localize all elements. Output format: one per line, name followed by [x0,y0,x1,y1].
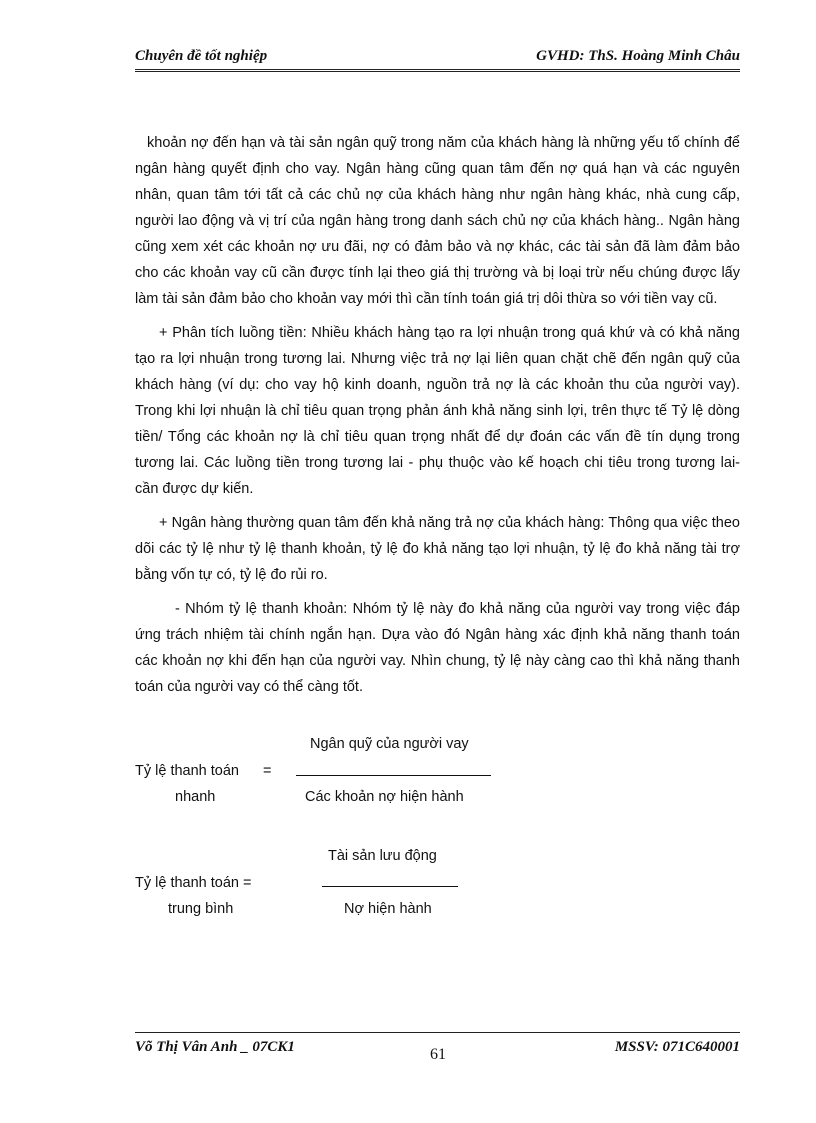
formula-current-ratio-label: Tỷ lệ thanh toán = [135,875,252,891]
footer-student-id: MSSV: 071C640001 [614,1039,740,1055]
paragraph-repayment-capacity: + Ngân hàng thường quan tâm đến khả năng trả nợ của khách hàng: Thông qua việc theo dõi các tỷ lệ như tỷ lệ thanh khoản, tỷ lệ đo khả năng tạo lợi nhuận, tỷ lệ đo khả năng tài trợ bằng vốn tự có, tỷ lệ đo rủi ro. [135,515,740,583]
formula-quick-ratio-label: Tỷ lệ thanh toán [135,763,239,779]
formula-current-ratio-numerator: Tài sản lưu động [328,848,437,864]
header-supervisor: GVHD: ThS. Hoàng Minh Châu [536,48,740,64]
paragraph-cash-flow-analysis: + Phân tích luồng tiền: Nhiều khách hàng tạo ra lợi nhuận trong quá khứ và có khả năng tạo ra lợi nhuận trong tương lai. Nhưng việc trả nợ lại liên quan chặt chẽ đến ngân quỹ của khách hàng (ví dụ: cho vay hộ kinh doanh, nguồn trả nợ là các khoản thu của người vay). Trong khi lợi nhuận là chỉ tiêu quan trọng phản ánh khả năng sinh lợi, trên thực tế Tỷ lệ dòng tiền/ Tổng các khoản nợ là chỉ tiêu quan trọng nhất để dự đoán các vấn đề tín dụng trong tương lai. Các luồng tiền trong tương lai - phụ thuộc vào kế hoạch chi tiêu trong tương lai- cần được dự kiến. [135,325,740,497]
header-document-title: Chuyên đề tốt nghiệp [135,48,268,64]
footer-author: Võ Thị Vân Anh _ 07CK1 [135,1039,295,1055]
formula-quick-ratio-label-cont: nhanh [175,789,216,805]
formula-current-ratio-label-cont: trung bình [168,901,234,917]
formula-quick-ratio-equals: = [263,763,272,779]
body-text [135,130,740,708]
formula-quick-ratio-denominator: Các khoản nợ hiện hành [305,789,464,805]
page-header [135,48,740,72]
formula-quick-ratio-numerator: Ngân quỹ của người vay [310,736,469,752]
paragraph-liquidity-ratios: - Nhóm tỷ lệ thanh khoản: Nhóm tỷ lệ này đo khả năng của người vay trong việc đáp ứng trách nhiệm tài chính ngắn hạn. Dựa vào đó Ngân hàng xác định khả năng thanh toán các khoản nợ khi đến hạn của người vay. Nhìn chung, tỷ lệ này càng cao thì khả năng thanh toán của người vay có thể càng tốt. [135,601,740,695]
formula-current-ratio-denominator: Nợ hiện hành [344,901,432,917]
formula-current-ratio-fraction-bar [322,886,458,887]
paragraph-debt-assessment: khoản nợ đến hạn và tài sản ngân quỹ trong năm của khách hàng là những yếu tố chính để ngân hàng quyết định cho vay. Ngân hàng cũng quan tâm đến nợ quá hạn và các nguyên nhân, quan tâm tới tất cả các chủ nợ của khách hàng như ngân hàng khác, nhà cung cấp, người lao động và vị trí của ngân hàng trong danh sách chủ nợ của khách hàng.. Ngân hàng cũng xem xét các khoản nợ ưu đãi, nợ có đảm bảo và nợ khác, các tài sản đã làm đảm bảo cho các khoản vay cũ cần được tính lại theo giá thị trường và bị loại trừ nếu chúng được lấy làm tài sản đảm bảo cho khoản vay mới thì cần tính toán giá trị dôi thừa so với tiền vay cũ. [135,135,740,307]
page-number: 61 [430,1046,446,1063]
formula-quick-ratio-fraction-bar [296,775,491,776]
